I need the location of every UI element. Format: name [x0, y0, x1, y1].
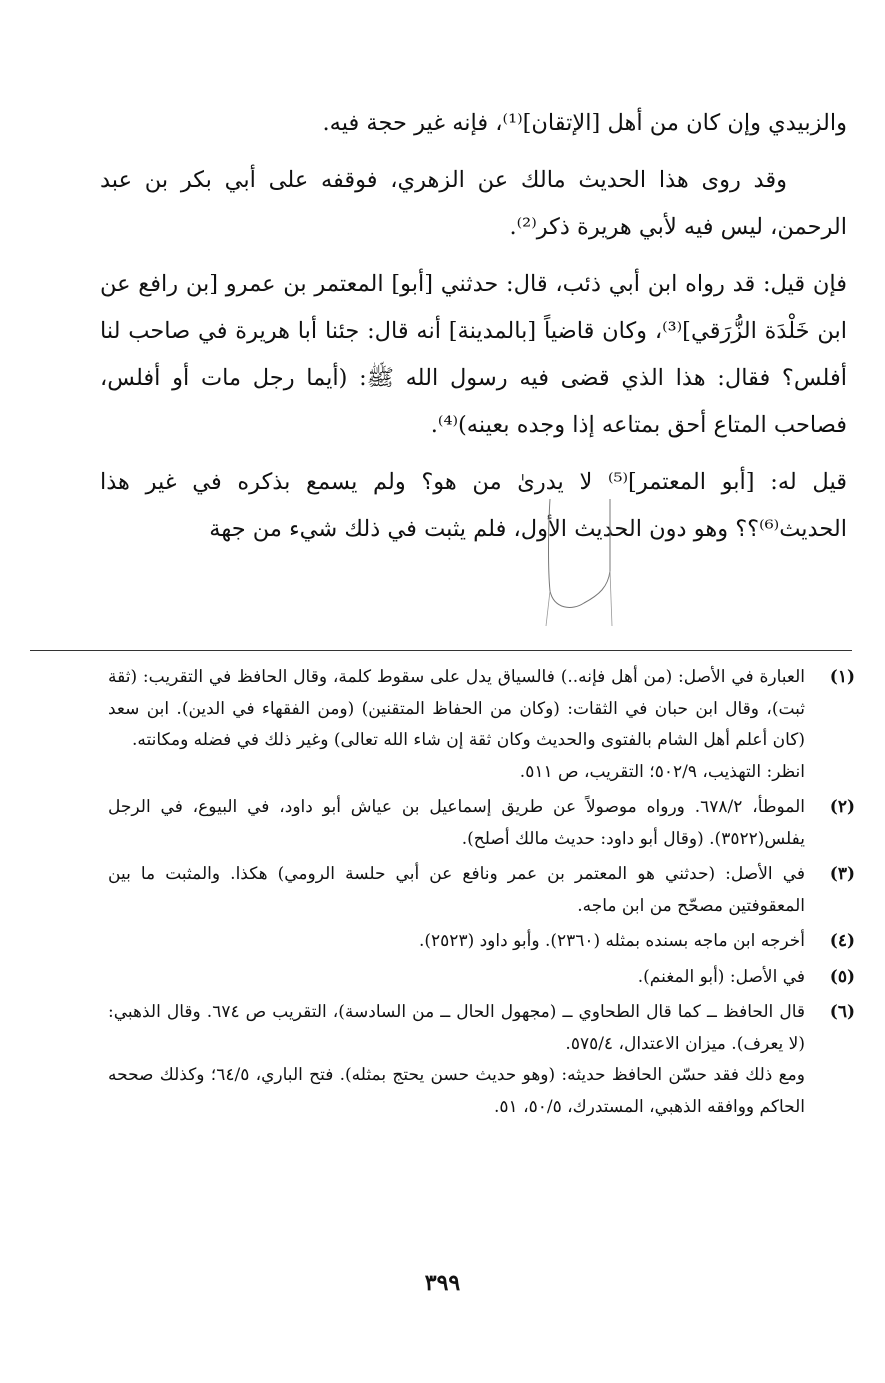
footnote-number: (٦) — [829, 1002, 855, 1022]
pencil-bracket-mark — [544, 491, 614, 626]
footnote-text: أخرجه ابن ماجه بسنده بمثله (٢٣٦٠). وأبو داود (٢٥٢٣). — [419, 931, 805, 951]
footnote-5 — [108, 962, 855, 994]
footnote-text: في الأصل: (أبو المغنم). — [637, 966, 805, 987]
footnote-number: (١) — [829, 667, 855, 687]
footnote-4 — [108, 926, 855, 958]
footnotes — [108, 662, 855, 1127]
footnote-1 — [108, 662, 855, 788]
footnote-3 — [108, 859, 855, 922]
footnote-separator — [30, 650, 852, 651]
footnote-text: انظر: التهذيب، ٥٠٢/٩؛ التقريب، ص ٥١١. — [519, 761, 805, 782]
footnote-text: في الأصل: (حدثني هو المعتمر بن عمر ونافع عن أبي حلسة الرومي) هكذا. والمثبت ما بين المعقوفتين مصحّح من ابن ماجه. — [108, 864, 805, 916]
page-number: ٣٩٩ — [424, 1270, 461, 1296]
paragraph-4: قيل له: [أبو المعتمر]⁽⁵⁾ لا يدرىٰ من هو؟ ولم يسمع بذكره في غير هذا الحديث⁽⁶⁾؟؟ وهو دون الحديث الأول، فلم يثبت في ذلك شيء من جهة — [100, 469, 847, 542]
footnote-text: الموطأ، ٦٧٨/٢. ورواه موصولاً عن طريق إسماعيل بن عياش أبو داود، في البيوع، في الرجل يفلس(٣٥٢٢). (وقال أبو داود: حديث مالك أصلح). — [108, 797, 805, 849]
footnote-text: العبارة في الأصل: (من أهل فإنه..) فالسياق يدل على سقوط كلمة، وقال الحافظ في التقريب: (ثقة ثبت)، وقال ابن حبان في الثقات: (وكان من الحفاظ المتقنين) (ومن الفقهاء في الدين). ابن سعد (كان أعلم أهل الشام بالفتوى والحديث وكان ثقة إن شاء الله تعالى) وغير ذلك في فضله ومكانته. — [108, 667, 805, 750]
footnote-text: قال الحافظ ــ كما قال الطحاوي ــ (مجهول الحال ــ من السادسة)، التقريب ص ٦٧٤. وقال الذهبي: (لا يعرف). ميزان الاعتدال، ٥٧٥/٤. — [108, 1002, 805, 1054]
footnote-number: (٣) — [829, 864, 855, 884]
main-text — [100, 100, 847, 553]
footnote-number: (٥) — [829, 966, 855, 987]
footnote-text: ومع ذلك فقد حسّن الحافظ حديثه: (وهو حديث حسن يحتج بمثله). فتح الباري، ٦٤/٥؛ وكذلك صححه الحاكم ووافقه الذهبي، المستدرك، ٥٠/٥، ٥١. — [108, 1065, 805, 1117]
footnote-number: (٤) — [829, 931, 855, 951]
footnote-2 — [108, 792, 855, 855]
paragraph-1: والزبيدي وإن كان من أهل [الإتقان]⁽¹⁾، فإنه غير حجة فيه. — [322, 110, 847, 136]
footnote-6 — [108, 997, 855, 1123]
paragraph-2: وقد روى هذا الحديث مالك عن الزهري، فوقفه على أبي بكر بن عبد الرحمن، ليس فيه لأبي هريرة ذكر⁽²⁾. — [100, 167, 847, 240]
footnote-number: (٢) — [829, 797, 855, 817]
paragraph-3: فإن قيل: قد رواه ابن أبي ذئب، قال: حدثني [أبو] المعتمر بن عمرو [بن رافع عن ابن خَلْدَة الزُّرَقي]⁽³⁾، وكان قاضياً [بالمدينة] أنه قال: جئنا أبا هريرة في صاحب لنا أفلس؟ فقال: هذا الذي قضى فيه رسول الله ﷺ: (أيما رجل مات أو أفلس، فصاحب المتاع أحق بمتاعه إذا وجده بعينه)⁽⁴⁾. — [100, 271, 847, 438]
